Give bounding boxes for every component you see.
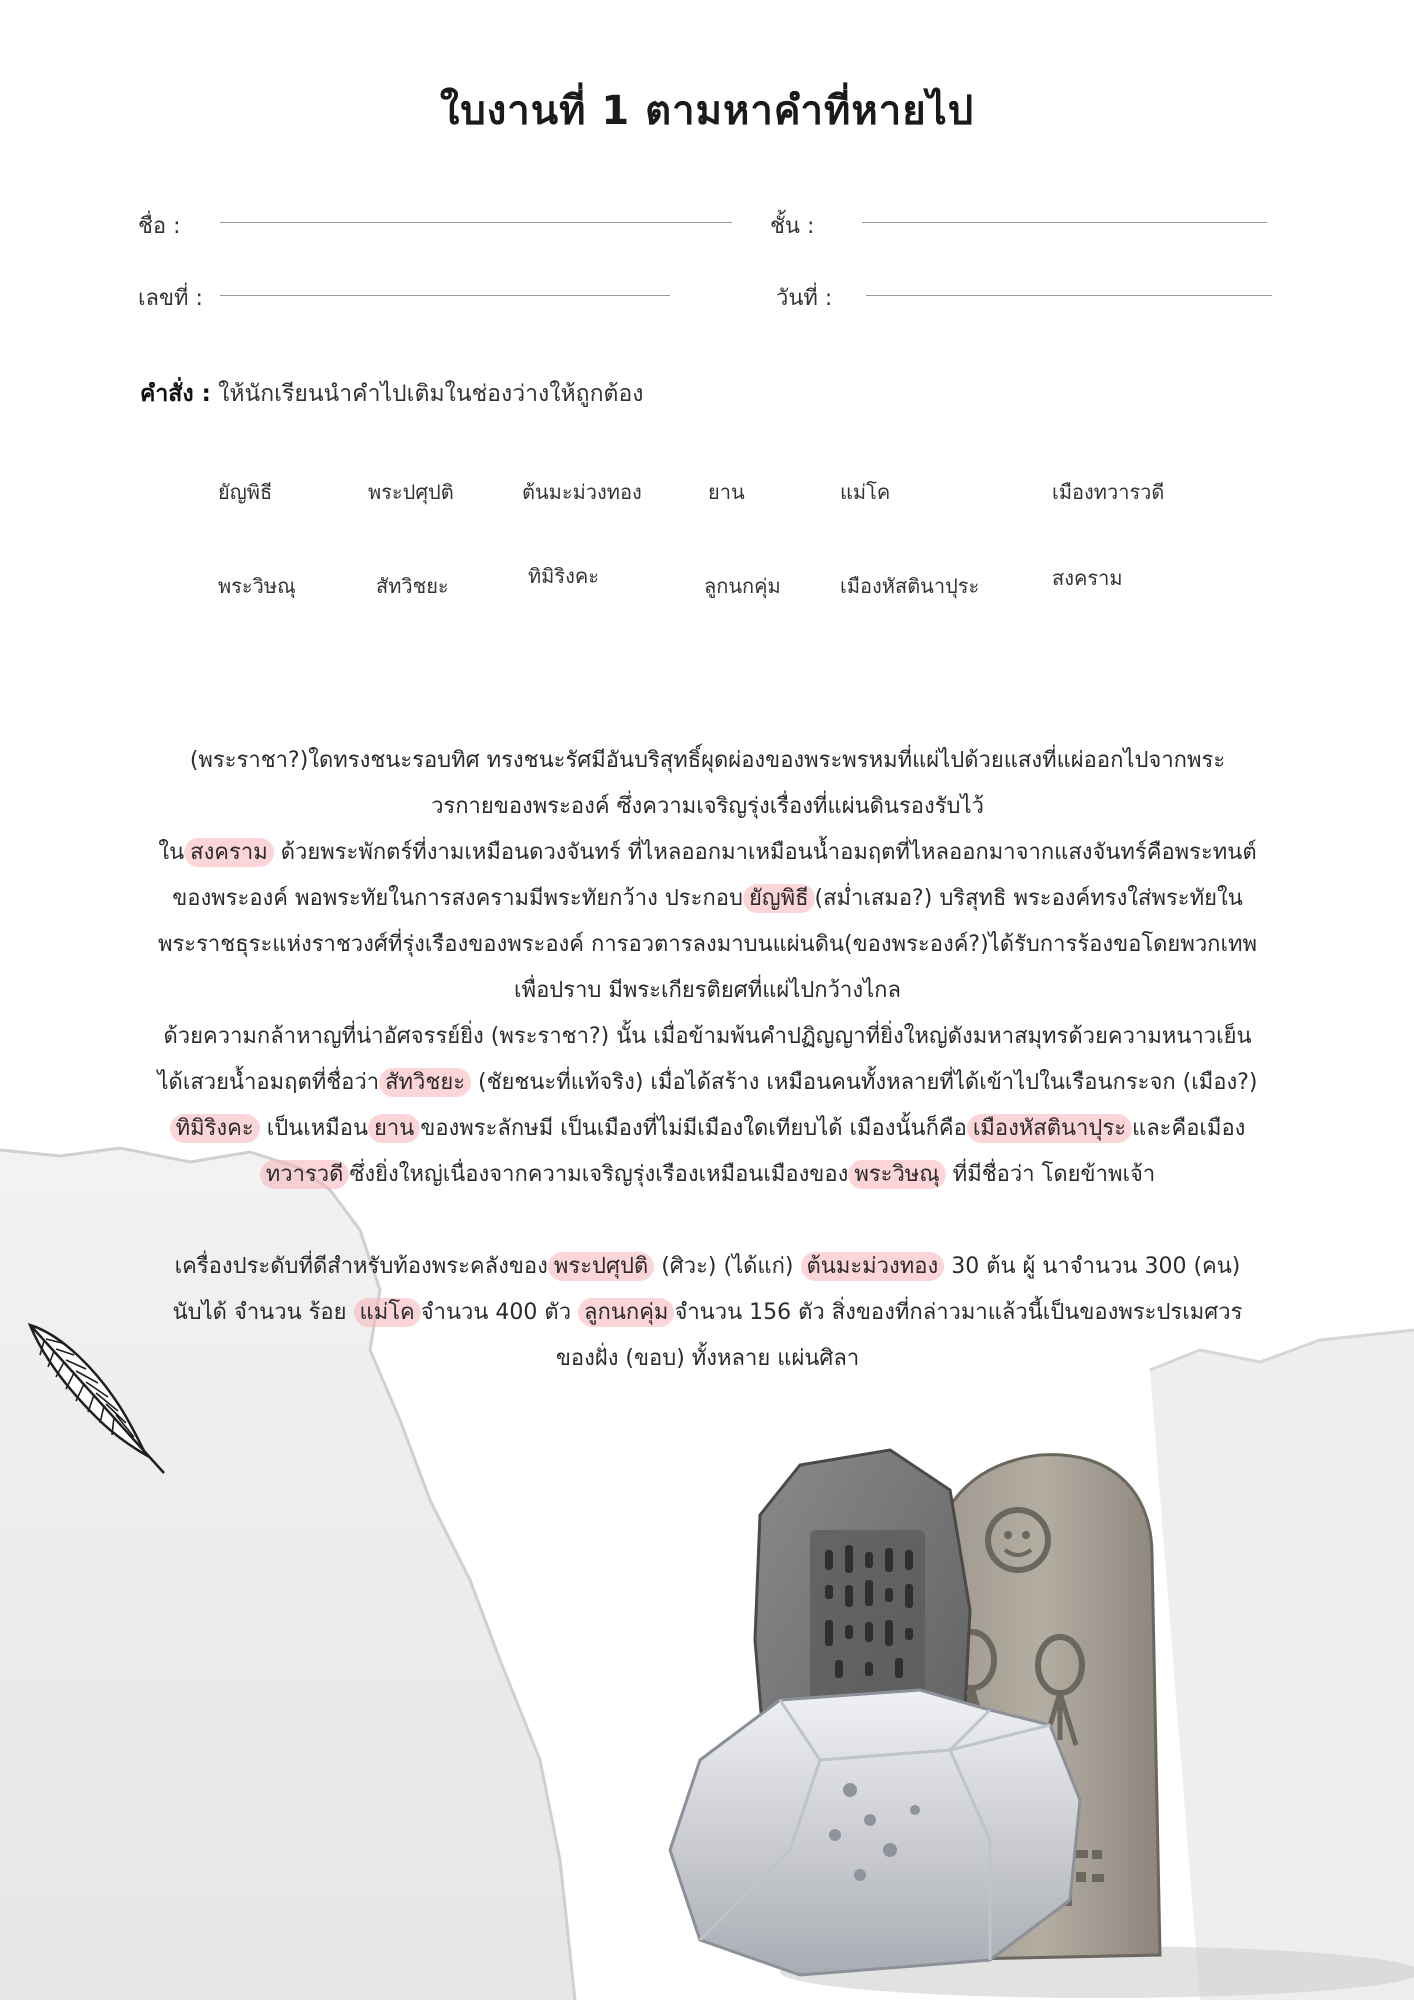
passage-text: ของพระองค์ พอพระทัยในการสงครามมีพระทัยกว้าง ประกอบ [172,886,743,911]
worksheet-title: ใบงานที่ 1 ตามหาคำที่หายไป [439,88,975,134]
passage-text: และคือเมือง [1132,1116,1246,1141]
passage-text: พระราชธุระแห่งราชวงศ์ที่รุ่งเรืองของพระองค์ การอวตารลงมาบนแผ่นดิน(ของพระองค์?)ได้รับการร้องขอโดยพวกเทพ [157,932,1258,957]
passage-line [130,1106,1285,1152]
word-bank-item: ลูกนกคุ่ม [704,574,781,598]
highlighted-answer: ยาน [368,1114,420,1143]
passage [130,738,1285,1382]
highlighted-answer: ทวารวดี [260,1160,350,1189]
passage-text: ที่มีชื่อว่า โดยข้าพเจ้า [945,1162,1156,1187]
passage-line [130,738,1285,784]
highlighted-answer: สัทวิชยะ [379,1068,471,1097]
word-bank-item: ยัญพิธี [218,480,273,504]
date-field[interactable] [866,295,1272,296]
word-bank-item: เมืองทวารวดี [1052,480,1165,504]
passage-text: เครื่องประดับที่ดีสำหรับท้องพระคลังของ [174,1254,548,1279]
highlighted-answer: พระปศุปติ [548,1252,654,1281]
highlighted-answer: ลูกนกคุ่ม [578,1298,674,1327]
passage-text: ซึ่งยิ่งใหญ่เนื่องจากความเจริญรุ่งเรืองเหมือนเมืองของ [349,1162,849,1187]
highlighted-answer: สงคราม [184,838,274,867]
passage-line [130,784,1285,830]
class-field[interactable] [862,222,1267,223]
passage-text: เป็นเหมือน [259,1116,368,1141]
passage-text: จำนวน 156 ตัว สิ่งของที่กล่าวมาแล้วนี้เป็นของพระปรเมศวร [674,1300,1243,1325]
passage-line [130,830,1285,876]
passage-text: ได้เสวยน้ำอมฤตที่ชื่อว่า [157,1070,380,1095]
passage-text: ด้วยพระพักตร์ที่งามเหมือนดวงจันทร์ ที่ไหลออกมาเหมือนน้ำอมฤตที่ไหลออกมาจากแสงจันทร์คือพระทนต์ [273,840,1257,865]
word-bank-item: พระปศุปติ [368,480,454,504]
passage-text: นับได้ จำนวน ร้อย [172,1300,354,1325]
passage-line [130,968,1285,1014]
word-bank-item: สงคราม [1052,566,1123,590]
word-bank-item: ทิมิริงคะ [528,564,599,588]
word-bank-item: พระวิษณุ [218,574,296,598]
date-label: วันที่ : [776,286,833,311]
highlighted-answer: ทิมิริงคะ [170,1114,260,1143]
passage-text: ของพระลักษมี เป็นเมืองที่ไม่มีเมืองใดเทียบได้ เมืองนั้นก็คือ [420,1116,967,1141]
number-field[interactable] [220,295,670,296]
highlighted-answer: ยัญพิธี [743,884,815,913]
word-bank-item: แม่โค [840,480,891,504]
highlighted-answer: เมืองหัสตินาปุระ [967,1114,1132,1143]
passage-text: (สม่ำเสมอ?) บริสุทธิ พระองค์ทรงใส่พระทัยใน [814,886,1243,911]
passage-text: ด้วยความกล้าหาญที่น่าอัศจรรย์ยิ่ง (พระราชา?) นั้น เมื่อข้ามพ้นคำปฏิญญาที่ยิ่งใหญ่ดังมหาสมุทรด้วยความหนาวเย็น [163,1024,1252,1049]
highlighted-answer: ต้นมะม่วงทอง [801,1252,945,1281]
passage-line [130,1244,1285,1290]
word-bank-item: สัทวิชยะ [376,574,449,598]
passage-text: (พระราชา?)ใดทรงชนะรอบทิศ ทรงชนะรัศมีอันบริสุทธิ์ผุดผ่องของพระพรหมที่แผ่ไปด้วยแสงที่แผ่ออกไปจากพระ [189,748,1226,773]
word-bank-item: เมืองหัสตินาปุระ [840,574,980,598]
passage-text: วรกายของพระองค์ ซึ่งความเจริญรุ่งเรื่องที่แผ่นดินรองรับไว้ [431,794,984,819]
passage-text: (ศิวะ) (ได้แก่) [654,1254,801,1279]
passage-line [130,876,1285,922]
passage-line [130,922,1285,968]
passage-line [130,1290,1285,1336]
passage-text: เพื่อปราบ มีพระเกียรติยศที่แผ่ไปกว้างไกล [514,978,901,1003]
passage-text: (ชัยชนะที่แท้จริง) เมื่อได้สร้าง เหมือนคนทั้งหลายที่ได้เข้าไปในเรือนกระจก (เมือง?) [471,1070,1258,1095]
passage-line [130,1336,1285,1382]
passage-text: ของฝั่ง (ขอบ) ทั้งหลาย แผ่นศิลา [555,1346,860,1371]
highlighted-answer: พระวิษณุ [848,1160,945,1189]
passage-line [130,1060,1285,1106]
passage-text: ใน [158,840,185,865]
name-field[interactable] [220,222,732,223]
highlighted-answer: แม่โค [354,1298,421,1327]
instruction-label: คำสั่ง : [140,381,211,407]
word-bank-item: ยาน [708,480,745,504]
passage-text: จำนวน 400 ตัว [420,1300,579,1325]
instruction [140,376,644,412]
name-label: ชื่อ : [138,214,181,239]
word-bank-item: ต้นมะม่วงทอง [522,480,642,504]
passage-gap [130,1198,1285,1244]
instruction-text: ให้นักเรียนนำคำไปเติมในช่องว่างให้ถูกต้อง [218,381,644,407]
passage-text: 30 ต้น ผู้ นาจำนวน 300 (คน) [944,1254,1241,1279]
number-label: เลขที่ : [138,286,203,311]
class-label: ชั้น : [770,214,815,239]
passage-line [130,1152,1285,1198]
stone-inscriptions-illustration [660,1380,1414,2000]
passage-line [130,1014,1285,1060]
